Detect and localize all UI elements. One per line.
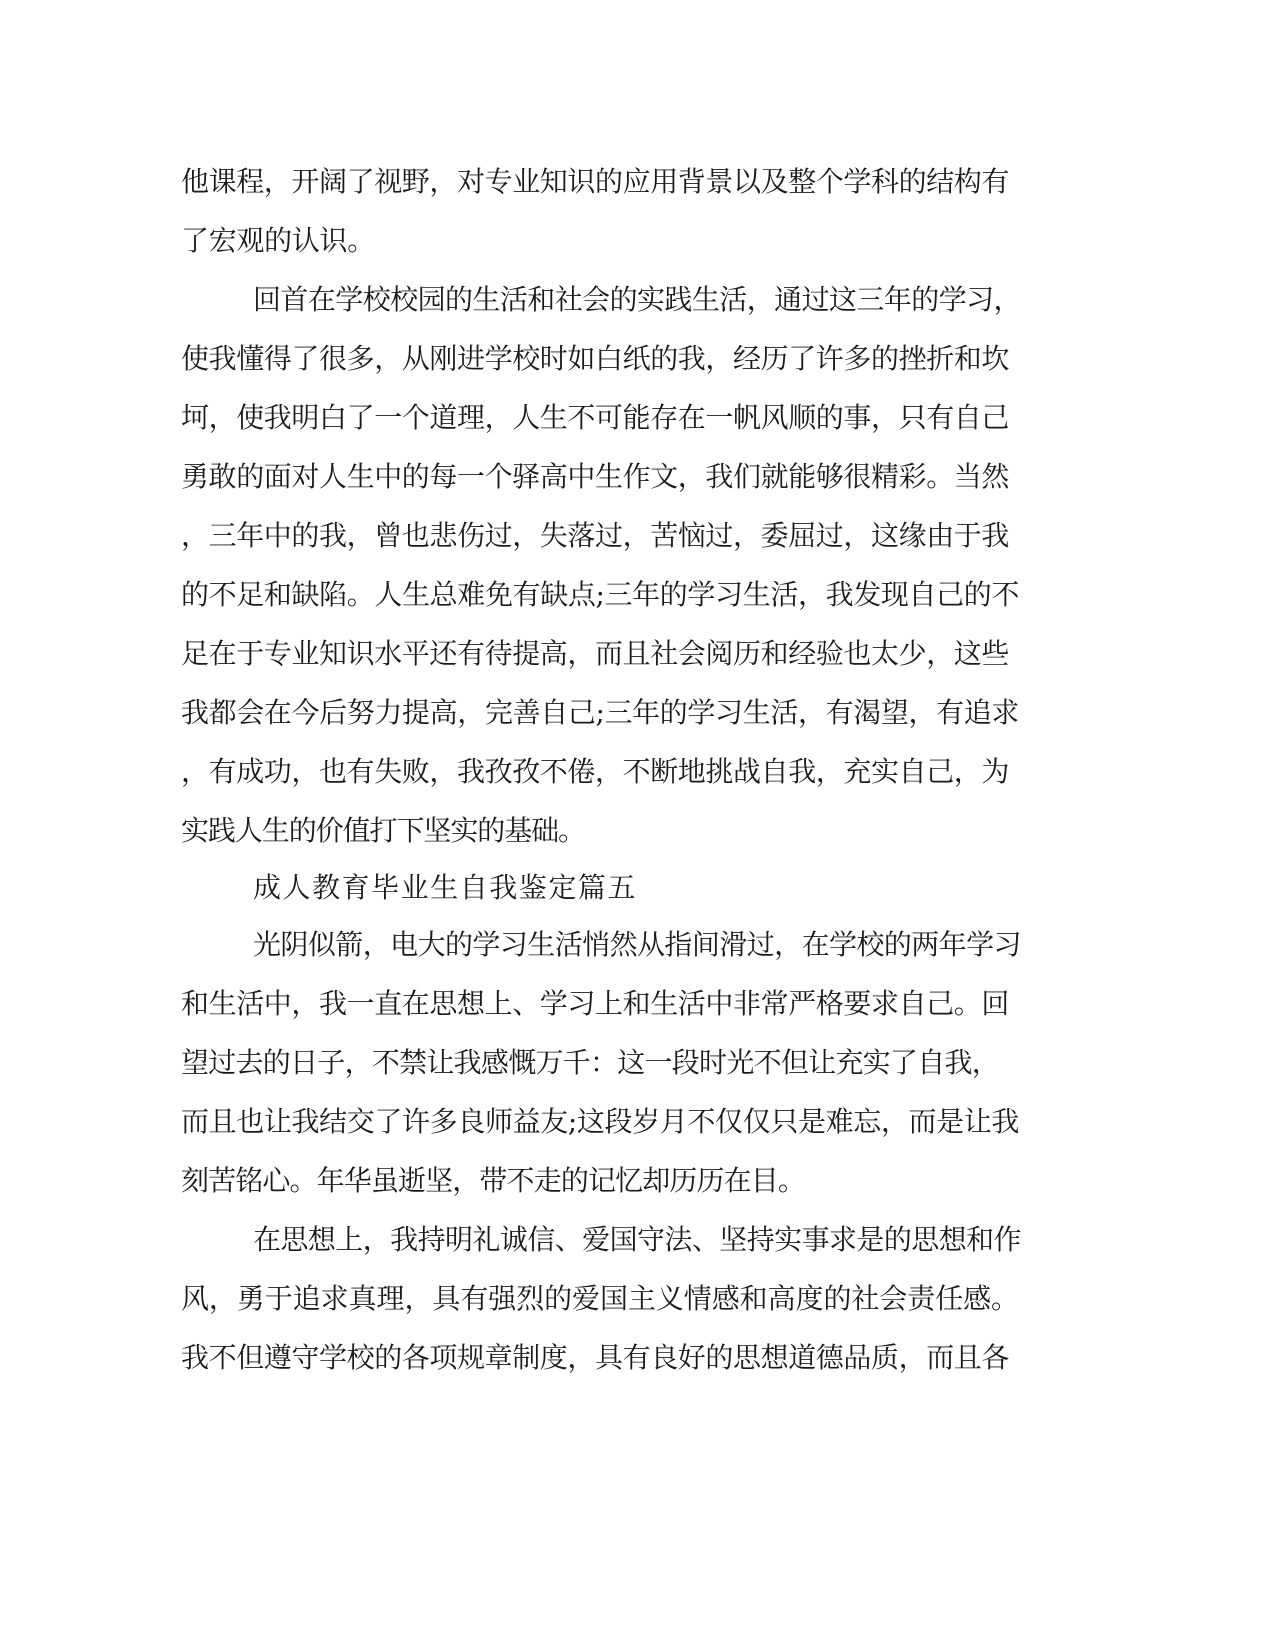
text-line <box>0 339 1275 379</box>
text-line <box>0 811 1275 851</box>
text-line <box>0 634 1275 674</box>
text-line-content: 我不但遵守学校的各项规章制度，具有良好的思想道德品质，而且各 <box>181 1341 1009 1374</box>
text-line-content: 足在于专业知识水平还有待提高，而且社会阅历和经验也太少，这些 <box>181 637 1009 670</box>
text-line <box>0 1220 1275 1260</box>
text-line-content: 而且也让我结交了许多良师益友;这段岁月不仅仅只是难忘，而是让我 <box>181 1105 1020 1138</box>
section-heading <box>0 868 1275 908</box>
text-line-content: 的不足和缺陷。人生总难免有缺点;三年的学习生活，我发现自己的不 <box>181 578 1020 611</box>
text-line <box>0 1338 1275 1378</box>
text-line-content: 光阴似箭，电大的学习生活悄然从指间滑过，在学校的两年学习 <box>253 928 1021 961</box>
text-line-content: 风，勇于追求真理，具有强烈的爱国主义情感和高度的社会责任感。 <box>181 1282 1019 1315</box>
text-line-content: 使我懂得了很多，从刚进学校时如白纸的我，经历了许多的挫折和坎 <box>181 342 1009 375</box>
text-line-content: 在思想上，我持明礼诚信、爱国守法、坚持实事求是的思想和作 <box>253 1223 1021 1256</box>
text-line <box>0 984 1275 1024</box>
text-line-content: 刻苦铭心。年华虽逝坚，带不走的记忆却历历在目。 <box>181 1164 805 1197</box>
text-line <box>0 221 1275 261</box>
text-line-content: 望过去的日子，不禁让我感慨万千：这一段时光不但让充实了自我， <box>181 1046 999 1079</box>
text-line-content: 了宏观的认识。 <box>181 224 375 257</box>
text-line-content: 和生活中，我一直在思想上、学习上和生活中非常严格要求自己。回 <box>181 987 1009 1020</box>
text-line <box>0 752 1275 792</box>
text-line <box>0 1161 1275 1201</box>
text-line <box>0 162 1275 202</box>
text-line <box>0 693 1275 733</box>
text-line <box>0 575 1275 615</box>
text-line <box>0 516 1275 556</box>
text-line-content: 勇敢的面对人生中的每一个驿高中生作文，我们就能够很精彩。当然 <box>181 460 1009 493</box>
section-heading-text: 成人教育毕业生自我鉴定篇五 <box>253 871 637 904</box>
text-line <box>0 1043 1275 1083</box>
text-line-content: 我都会在今后努力提高，完善自己;三年的学习生活，有渴望，有追求 <box>181 696 1020 729</box>
text-line <box>0 457 1275 497</box>
text-line-content: 他课程，开阔了视野，对专业知识的应用背景以及整个学科的结构有 <box>181 165 1009 198</box>
text-line-content: ，有成功，也有失败，我孜孜不倦，不断地挑战自我，充实自己，为 <box>181 755 1009 788</box>
text-line <box>0 1279 1275 1319</box>
text-line <box>0 280 1275 320</box>
text-line <box>0 1102 1275 1142</box>
text-line <box>0 398 1275 438</box>
text-line-content: 回首在学校校园的生活和社会的实践生活，通过这三年的学习， <box>253 283 1021 316</box>
text-line-content: 实践人生的价值打下坚实的基础。 <box>181 814 585 847</box>
text-line <box>0 925 1275 965</box>
text-line-content: 坷，使我明白了一个道理，人生不可能存在一帆风顺的事，只有自己 <box>181 401 1009 434</box>
text-line-content: ，三年中的我，曾也悲伤过，失落过，苦恼过，委屈过，这缘由于我 <box>181 519 1009 552</box>
